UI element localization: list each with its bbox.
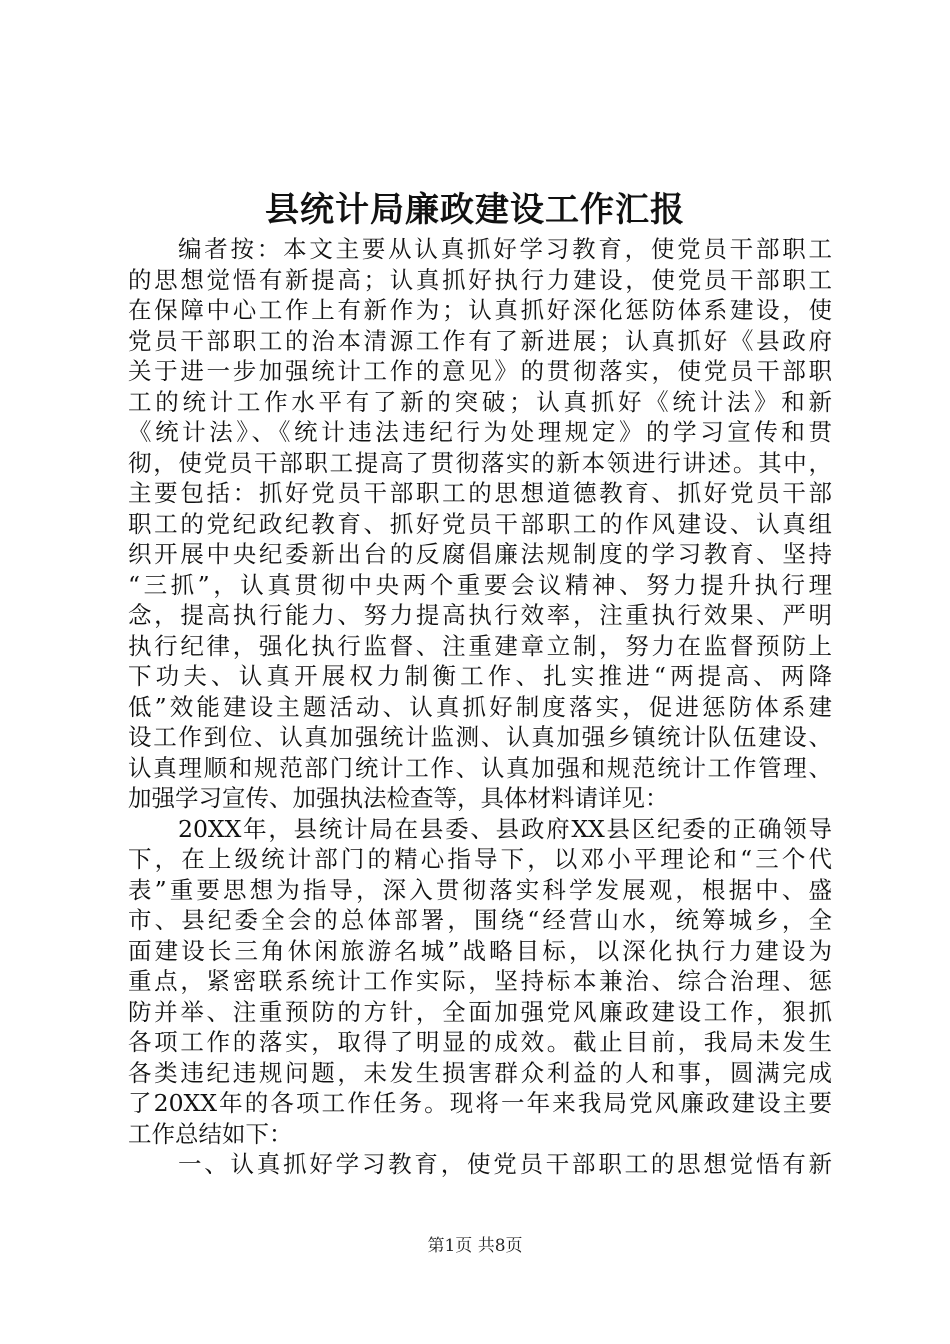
paragraph-line: 了20XX年的各项工作任务。现将一年来我局党风廉政建设主要: [128, 1089, 832, 1117]
paragraph-line: 一、认真抓好学习教育，使党员干部职工的思想觉悟有新: [178, 1150, 832, 1178]
paragraph-line: 工的统计工作水平有了新的突破；认真抓好《统计法》和新: [128, 387, 832, 416]
paragraph-line: 织开展中央纪委新出台的反腐倡廉法规制度的学习教育、坚持: [128, 540, 832, 568]
page-number-footer: 第1页 共8页: [427, 1236, 523, 1256]
document-title: 县统计局廉政建设工作汇报: [265, 190, 685, 230]
paragraph-line: 低”效能建设主题活动、认真抓好制度落实，促进惩防体系建: [128, 692, 832, 721]
paragraph-line: 工作总结如下：: [128, 1119, 293, 1148]
paragraph-line: 加强学习宣传、加强执法检查等，具体材料请详见：: [128, 784, 669, 812]
paragraph-line: 20XX年，县统计局在县委、县政府XX县区纪委的正确领导: [178, 814, 832, 843]
paragraph-line: 党员干部职工的治本清源工作有了新进展；认真抓好《县政府: [128, 326, 832, 355]
paragraph-line: 各项工作的落实，取得了明显的成效。截止目前，我局未发生: [128, 1028, 832, 1056]
paragraph-line: 各类违纪违规问题，未发生损害群众利益的人和事，圆满完成: [128, 1058, 832, 1087]
paragraph-line: 关于进一步加强统计工作的意见》的贯彻落实，使党员干部职: [128, 357, 832, 385]
paragraph-line: 下功夫、认真开展权力制衡工作、扎实推进“两提高、两降: [128, 662, 832, 690]
paragraph-line: 表”重要思想为指导，深入贯彻落实科学发展观，根据中、盛: [128, 875, 832, 904]
paragraph-line: 下，在上级统计部门的精心指导下，以邓小平理论和“三个代: [128, 845, 832, 873]
paragraph-line: 《统计法》、《统计违法违纪行为处理规定》的学习宣传和贯: [128, 418, 832, 446]
paragraph-line: 重点，紧密联系统计工作实际，坚持标本兼治、综合治理、惩: [128, 967, 832, 995]
paragraph-line: 执行纪律，强化执行监督、注重建章立制，努力在监督预防上: [128, 631, 832, 660]
paragraph-line: “三抓”，认真贯彻中央两个重要会议精神、努力提升执行理: [128, 570, 832, 599]
paragraph-line: 彻，使党员干部职工提高了贯彻落实的新本领进行讲述。其中，: [128, 448, 832, 477]
paragraph-line: 念，提高执行能力、努力提高执行效率，注重执行效果、严明: [128, 601, 832, 629]
paragraph-line: 在保障中心工作上有新作为；认真抓好深化惩防体系建设，使: [128, 296, 832, 324]
paragraph-line: 面建设长三角休闲旅游名城”战略目标，以深化执行力建设为: [128, 936, 832, 965]
document-body: [128, 234, 832, 1180]
paragraph-line: 编者按：本文主要从认真抓好学习教育，使党员干部职工: [178, 235, 832, 263]
paragraph-line: 主要包括：抓好党员干部职工的思想道德教育、抓好党员干部: [128, 479, 832, 507]
paragraph-line: 市、县纪委全会的总体部署，围绕“经营山水，统筹城乡，全: [128, 906, 832, 934]
paragraph-line: 设工作到位、认真加强统计监测、认真加强乡镇统计队伍建设、: [128, 723, 832, 751]
paragraph-line: 认真理顺和规范部门统计工作、认真加强和规范统计工作管理、: [128, 753, 832, 782]
paragraph-line: 职工的党纪政纪教育、抓好党员干部职工的作风建设、认真组: [128, 509, 832, 538]
paragraph-line: 防并举、注重预防的方针，全面加强党风廉政建设工作，狠抓: [128, 997, 832, 1026]
paragraph-line: 的思想觉悟有新提高；认真抓好执行力建设，使党员干部职工: [128, 265, 832, 294]
